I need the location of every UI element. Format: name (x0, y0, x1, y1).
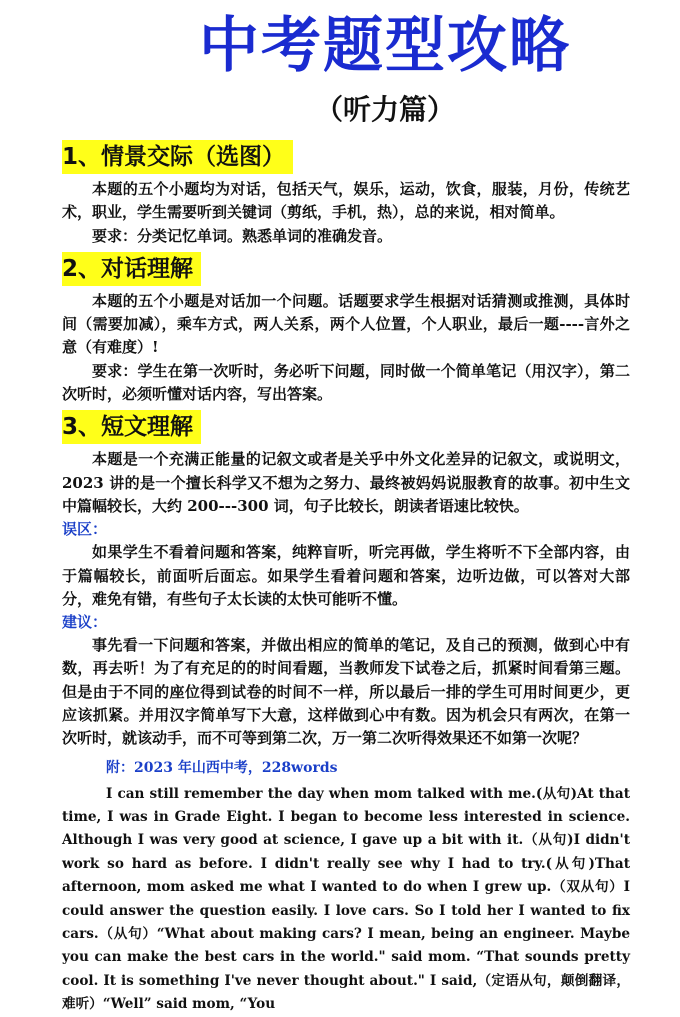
document-body (62, 140, 630, 1017)
section-2-body: 本题的五个小题是对话加一个问题。话题要求学生根据对话猜测或推测，具体时间（需要加减），乘车方式，两人关系，两个人位置，个人职业，最后一题----言外之意（有难度）! (62, 291, 630, 357)
section-3-body: 本题是一个充满正能量的记叙文或者是关乎中外文化差异的记叙文，或说明文，2023 讲的是一个擅长科学又不想为之努力、最终被妈妈说服教育的故事。初中生文中篇幅较长，大约 200---300 词，句子比较长，朗读者语速比较快。 (62, 450, 630, 515)
advice-label: 建议： (62, 613, 108, 632)
appendix-text: I can still remember the day when mom talked with me.(从句)At that time, I was in Grade Eight. I began to become less interested in science. Although I was very good at science, I gave up a bit with it.（从句)I didn't work so hard as before. I didn't really see why I had to try.(从句)That afternoon, mom asked me what I wanted to do when I grew up.（双从句）I could answer the question easily. I love cars. So I told her I wanted to fix cars.（从句）“What about making cars? I mean, being an engineer. Maybe you can make the best cars in the world." said mom. “That sounds pretty cool. It is something I've never thought about." I said,（定语从句，颠倒翻译，难听）“Well” said mom, “You (62, 785, 630, 1013)
section-1 (62, 140, 630, 248)
section-2 (62, 252, 630, 406)
page-title: 中考题型攻略 (199, 11, 571, 81)
mistakes-text: 如果学生不看着问题和答案，纯粹盲听，听完再做，学生将听不下全部内容，由于篇幅较长，前面听后面忘。如果学生看着问题和答案，边听边做，可以答对大部分，难免有错，有些句子太长读的太快可能听不懂。 (62, 543, 630, 608)
mistakes-label: 误区： (62, 520, 108, 539)
section-1-body: 本题的五个小题均为对话，包括天气，娱乐，运动，饮食，服装，月份，传统艺术，职业，学生需要听到关键词（剪纸，手机，热），总的来说，相对简单。 (62, 180, 630, 222)
appendix-label: 附：2023 年山西中考，228words (106, 759, 338, 776)
page-subtitle: （听力篇） (314, 93, 455, 126)
advice-text: 事先看一下问题和答案，并做出相应的简单的笔记，及自己的预测，做到心中有数，再去听！为了有充足的的时间看题，当教师发下试卷之后，抓紧时间看第三题。但是由于不同的座位得到试卷的时间不一样，所以最后一排的学生可用时间更少，更应该抓紧。并用汉字简单写下大意，这样做到心中有数。因为机会只有两次，在第一次听时，就该动手，而不可等到第二次，万一第二次听得效果还不如第一次呢？ (62, 636, 630, 748)
section-2-requirement: 要求：学生在第一次听时，务必听下问题，同时做一个简单笔记（用汉字），第二次听时，必须听懂对话内容，写出答案。 (62, 361, 630, 404)
section-3 (62, 410, 630, 750)
section-2-heading: 2、对话理解 (62, 252, 201, 286)
section-1-heading: 1、情景交际（选图） (62, 140, 293, 174)
appendix (62, 757, 630, 1017)
section-1-requirement: 要求：分类记忆单词。熟悉单词的准确发音。 (92, 226, 393, 245)
section-3-heading: 3、短文理解 (62, 410, 201, 444)
